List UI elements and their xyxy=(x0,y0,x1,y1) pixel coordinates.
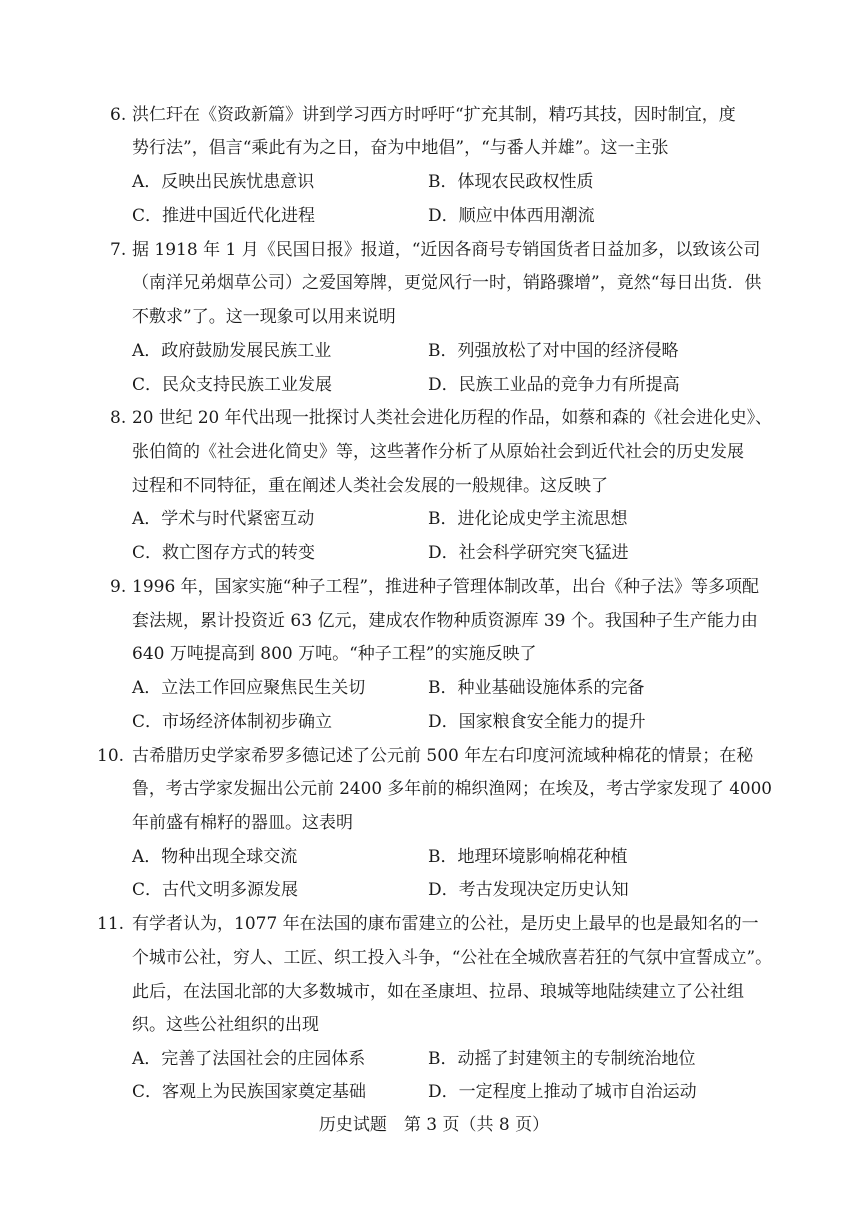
option-c: C．客观上为民族国家奠定基础 xyxy=(132,1082,367,1102)
question-stem-line: 势行法”，倡言“乘此有为之日，奋为中地倡”，“与番人并雄”。这一主张 xyxy=(132,138,669,158)
question-number: 11. xyxy=(97,914,125,934)
question-number: 6. xyxy=(110,105,127,125)
option-a: A．完善了法国社会的庄园体系 xyxy=(132,1049,366,1069)
question-stem-line: 年前盛有棉籽的器皿。这表明 xyxy=(132,813,353,833)
question-stem-line: 过程和不同特征，重在阐述人类社会发展的一般规律。这反映了 xyxy=(132,476,608,496)
question-stem-line: 个城市公社，穷人、工匠、织工投入斗争，“公社在全城欣喜若狂的气氛中宣誓成立”。 xyxy=(132,948,772,968)
question-stem-line: 古希腊历史学家希罗多德记述了公元前 500 年左右印度河流域种棉花的情景；在秘 xyxy=(132,746,754,766)
question-number: 8. xyxy=(110,408,127,428)
option-d: D．国家粮食安全能力的提升 xyxy=(428,712,646,732)
option-d: D．社会科学研究突飞猛进 xyxy=(428,543,629,563)
option-d: D．考古发现决定历史认知 xyxy=(428,880,629,900)
option-b: B．体现农民政权性质 xyxy=(428,172,594,192)
question-number: 7. xyxy=(110,240,127,260)
option-a: A．政府鼓励发展民族工业 xyxy=(132,341,332,361)
question-stem-line: 张伯简的《社会进化简史》等，这些著作分析了从原始社会到近代社会的历史发展 xyxy=(132,442,744,462)
option-b: B．动摇了封建领主的专制统治地位 xyxy=(428,1049,696,1069)
question-stem-line: 鲁，考古学家发掘出公元前 2400 多年前的棉织渔网；在埃及，考古学家发现了 4000 xyxy=(132,779,773,799)
option-c: C．救亡图存方式的转变 xyxy=(132,543,316,563)
option-b: B．地理环境影响棉花种植 xyxy=(428,847,628,867)
question-number: 10. xyxy=(97,746,125,766)
question-stem-line: （南洋兄弟烟草公司）之爱国筹牌，更觉风行一时，销路骤增”，竟然“每日出货．供 xyxy=(132,273,762,293)
question-stem-line: 20 世纪 20 年代出现一批探讨人类社会进化历程的作品，如蔡和森的《社会进化史》、 xyxy=(132,408,772,428)
option-b: B．种业基础设施体系的完备 xyxy=(428,678,645,698)
option-d: D．一定程度上推动了城市自治运动 xyxy=(428,1082,697,1102)
question-stem-line: 洪仁玕在《资政新篇》讲到学习西方时呼吁“扩充其制，精巧其技，因时制宜，度 xyxy=(132,105,736,125)
option-b: B．进化论成史学主流思想 xyxy=(428,509,628,529)
option-d: D．民族工业品的竞争力有所提高 xyxy=(428,375,680,395)
question-stem-line: 不敷求”了。这一现象可以用来说明 xyxy=(132,307,396,327)
option-b: B．列强放松了对中国的经济侵略 xyxy=(428,341,679,361)
question-number: 9. xyxy=(110,577,127,597)
option-a: A．物种出现全球交流 xyxy=(132,847,298,867)
option-c: C．民众支持民族工业发展 xyxy=(132,375,333,395)
option-d: D．顺应中体西用潮流 xyxy=(428,206,595,226)
question-stem-line: 1996 年，国家实施“种子工程”，推进种子管理体制改革，出台《种子法》等多项配 xyxy=(132,577,760,597)
question-stem-line: 套法规，累计投资近 63 亿元，建成农作物种质资源库 39 个。我国种子生产能力由 xyxy=(132,611,758,631)
question-stem-line: 据 1918 年 1 月《民国日报》报道，“近因各商号专销国货者日益加多，以致该公司 xyxy=(132,240,761,260)
option-c: C．推进中国近代化进程 xyxy=(132,206,316,226)
option-c: C．古代文明多源发展 xyxy=(132,880,299,900)
question-stem-line: 此后，在法国北部的大多数城市，如在圣康坦、拉昂、琅城等地陆续建立了公社组 xyxy=(132,982,744,1002)
question-stem-line: 织。这些公社组织的出现 xyxy=(132,1015,319,1035)
page-footer: 历史试题 第 3 页（共 8 页） xyxy=(318,1115,550,1135)
option-a: A．反映出民族忧患意识 xyxy=(132,172,315,192)
question-stem-line: 有学者认为，1077 年在法国的康布雷建立的公社，是历史上最早的也是最知名的一 xyxy=(132,914,759,934)
question-stem-line: 640 万吨提高到 800 万吨。“种子工程”的实施反映了 xyxy=(132,644,537,664)
option-a: A．立法工作回应聚焦民生关切 xyxy=(132,678,366,698)
option-a: A．学术与时代紧密互动 xyxy=(132,509,315,529)
option-c: C．市场经济体制初步确立 xyxy=(132,712,333,732)
